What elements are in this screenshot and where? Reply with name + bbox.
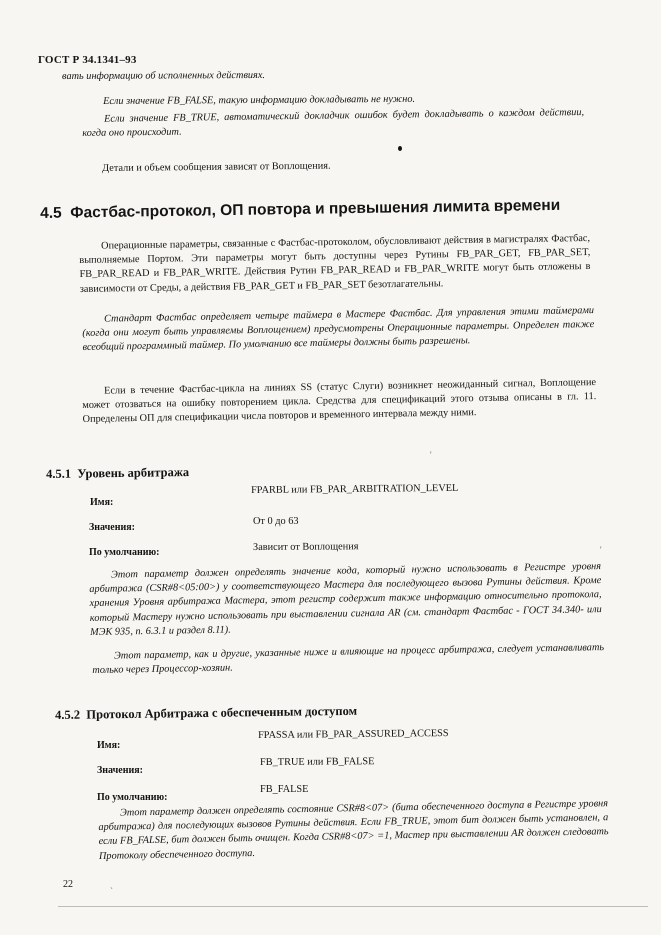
section-4-5-1-paragraph-1: Этот параметр должен определять значение кода, который нужно использовать в Регистре уровня арбитража (CSR#8<05:00>) у соответствующего Мастера для последующего вызова Рутины действия. Кроме хранения Уровня арбитража Мастера, этот регистр содержит также информацию относительно протокола, который Мастеру нужно использовать при выставлении сигнала AR (см. стандарт Фастбас - ГОСТ 34.340- или МЭК 935, п. 6.3.1 и раздел 8.11).	[89, 561, 602, 638]
section-4-5-paragraph-3: Если в течение Фастбас-цикла на линиях SS (статус Слуги) возникнет неожиданный сигнал, Воплощение может отозваться на ошибку повторением цикла. Средства для спецификаций этого отзыва описаны в гл. 11. Определены ОП для спецификации числа повторов и временного интервала между ними.	[82, 377, 597, 426]
values-value: От 0 до 63	[253, 516, 299, 527]
section-title: Уровень арбитража	[77, 465, 190, 481]
section-4-5-2-paragraph-1: Этот параметр должен определять состояние CSR#8<07> (бита обеспеченного доступа в Регистре уровня арбитража) для последующих вызовов Рутины действия. Если FB_TRUE, этот бит должен быть установлен, а если FB_FALSE, бит должен быть очищен. Когда CSR#8<07> =1, Мастер при выставлении AR должен следовать Протоколу обеспеченного доступа.	[98, 798, 609, 862]
intro-paragraph-4: Детали и объем сообщения зависят от Воплощения.	[102, 160, 331, 174]
intro-paragraph-2: Если значение FB_FALSE, такую информацию докладывать не нужно.	[103, 93, 416, 107]
section-4-5-1-paragraph-2: Этот параметр, как и другие, указанные ниже и влияющие на процесс арбитража, следует устанавливать только через Процессор-хозяин.	[92, 642, 605, 677]
intro-paragraph-1: вать информацию об исполненных действиях.	[62, 69, 266, 82]
values-label: Значения:	[89, 522, 135, 533]
stray-mark: '	[430, 450, 432, 460]
document-code-header: ГОСТ Р 34.1341–93	[38, 54, 137, 66]
section-4-5-paragraph-2: Стандарт Фастбас определяет четыре таймера в Мастере Фастбас. Для управления этими таймерами (когда они могут быть управляемы Воплощением) предусмотрены Операционные параметры. Определен также всеобщий программный таймер. По умолчанию все таймеры должны быть разрешены.	[82, 305, 595, 354]
stray-mark	[398, 146, 402, 151]
intro-paragraph-3: Если значение FB_TRUE, автоматический докладчик ошибок будет докладывать о каждом действии, когда оно происходит.	[82, 106, 585, 139]
section-title: Фастбас-протокол, ОП повтора и превышения лимита времени	[70, 196, 561, 222]
name-value: FPASSA или FB_PAR_ASSURED_ACCESS	[258, 728, 449, 741]
name-value: FPARBL или FB_PAR_ARBITRATION_LEVEL	[251, 482, 459, 496]
bottom-rule	[58, 906, 648, 907]
section-number: 4.5.1	[46, 466, 72, 481]
name-label: Имя:	[97, 740, 121, 751]
section-4-5-1-heading	[46, 465, 189, 482]
values-label: Значения:	[97, 765, 143, 776]
default-value: FB_FALSE	[260, 784, 309, 795]
section-title: Протокол Арбитража с обеспеченным доступом	[86, 703, 358, 722]
section-4-5-paragraph-1: Операционные параметры, связанные с Фастбас-протоколом, обусловливают действия в магистралях Фастбас, выполняемые Портом. Эти параметры могут быть доступны через Рутины FB_PAR_GET, FB_PAR_SET, FB_PAR_READ и FB_PAR_WRITE. Действия Рутин FB_PAR_READ и FB_PAR_WRITE могут быть отложены в зависимости от Среды, а действия FB_PAR_GET и FB_PAR_SET безотлагательны.	[79, 232, 591, 295]
section-4-5-heading	[40, 197, 560, 223]
stray-mark: `	[110, 886, 113, 896]
values-value: FB_TRUE или FB_FALSE	[260, 756, 375, 768]
stray-mark: '	[600, 545, 602, 555]
section-number: 4.5	[40, 204, 62, 222]
section-4-5-2-heading	[55, 704, 357, 723]
page-number: 22	[63, 879, 73, 890]
default-value: Зависит от Воплощения	[253, 541, 359, 553]
default-label: По умолчанию:	[97, 792, 168, 803]
default-label: По умолчанию:	[89, 547, 160, 558]
name-label: Имя:	[90, 497, 114, 508]
section-number: 4.5.2	[55, 707, 81, 722]
